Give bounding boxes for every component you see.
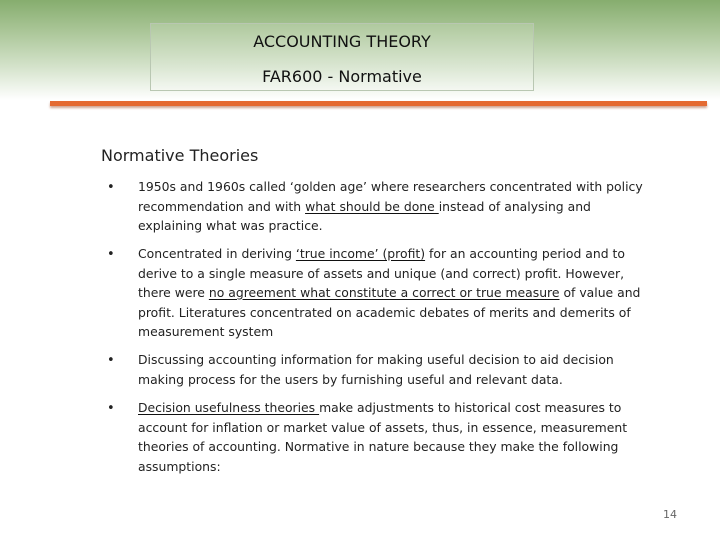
bullet-marker-2: •: [107, 247, 115, 262]
bullet-text-1: [138, 177, 658, 236]
bullet-2-segment-1: Concentrated in deriving: [138, 246, 296, 261]
accent-divider-bar: [50, 101, 707, 106]
title-box: [150, 23, 534, 91]
bullet-1-segment-2: what should be done: [305, 198, 439, 214]
bullet-2-segment-4: no agreement what constitute a correct or true measure: [208, 285, 560, 300]
bullet-marker-3: •: [107, 353, 115, 368]
bullet-marker-1: •: [107, 180, 115, 195]
section-heading: Normative Theories: [101, 146, 259, 165]
bullet-2-segment-2: ‘true income’ (profit): [295, 246, 426, 261]
bullet-4-segment-2: Decision usefulness theories: [138, 400, 320, 415]
bullet-1-segment-3: instead of analysing and explaining what was practice.: [138, 198, 591, 233]
bullet-2-segment-3: for an accounting period and to derive to a single measure of assets and unique (and correct) profit. However, there were: [138, 246, 625, 300]
bullet-text-4: [138, 398, 658, 476]
bullet-text-3: [138, 350, 658, 389]
slide-title: ACCOUNTING THEORY: [253, 32, 431, 51]
bullet-text-2: [138, 244, 658, 342]
page-number: 14: [663, 508, 677, 521]
bullet-2-segment-5: of value and profit. Literatures concentrated on academic debates of merits and demerits of measurement system: [138, 285, 641, 339]
bullet-marker-4: •: [107, 401, 115, 416]
bullet-3-segment-1: Discussing accounting information for making useful decision to aid decision making process for the users by furnishing useful and relevant data.: [138, 352, 614, 387]
slide-subtitle: FAR600 - Normative: [262, 67, 422, 86]
bullet-1-segment-1: 1950s and 1960s called ‘golden age’ where researchers concentrated with policy recommendation and with: [138, 179, 643, 214]
bullet-4-segment-3: make adjustments to historical cost measures to account for inflation or market value of assets, thus, in essence, measurement theories of accounting. Normative in nature because they make the following assumptions:: [138, 400, 628, 474]
